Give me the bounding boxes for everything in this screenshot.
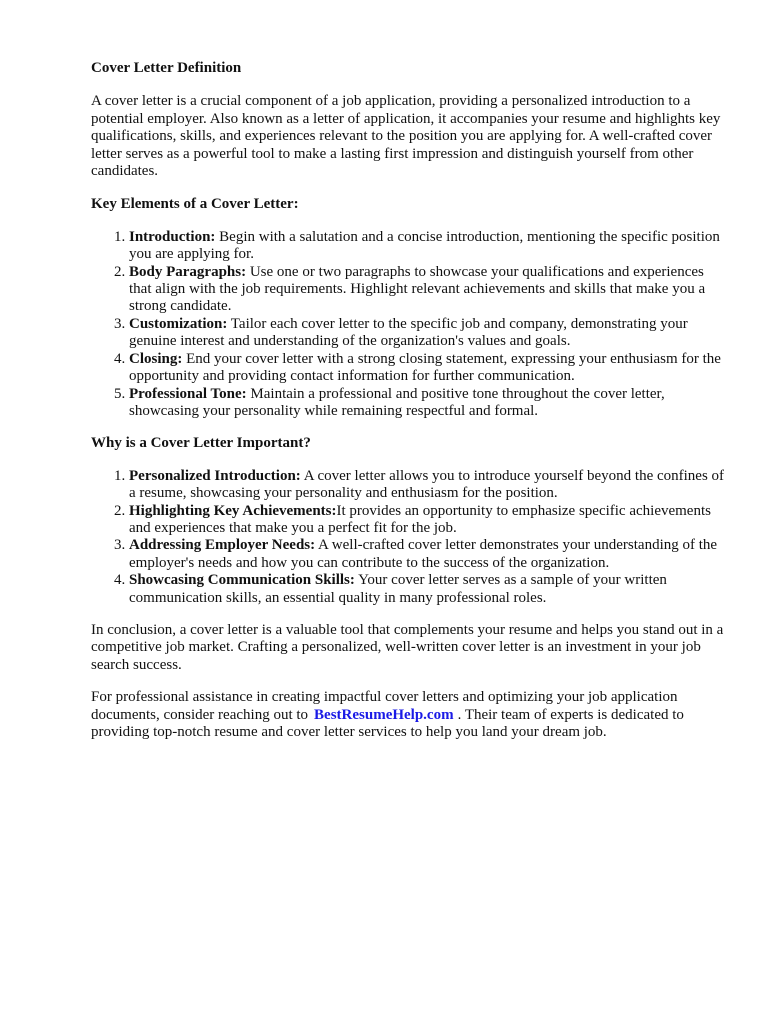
key-elements-heading: Key Elements of a Cover Letter: <box>91 196 299 213</box>
list-item <box>129 316 728 351</box>
list-item-text: A cover letter allows you to introduce yourself beyond the confines of a resume, showcasing your personality and enthusiasm for the position. <box>129 467 725 502</box>
list-item-term: Closing: <box>129 350 183 367</box>
bestresumehelp-link[interactable]: BestResumeHelp.com <box>314 706 454 723</box>
closing-paragraph <box>91 689 728 741</box>
list-item-text: A well-crafted cover letter demonstrates your understanding of the employer's needs and how you can contribute to the success of the organization. <box>129 537 718 571</box>
key-elements-list <box>91 229 728 420</box>
list-item <box>129 537 728 572</box>
list-item <box>129 264 728 316</box>
list-item-text: Maintain a professional and positive tone throughout the cover letter, showcasing your personality while remaining respectful and formal. <box>129 385 665 419</box>
list-item <box>129 386 728 421</box>
list-item <box>129 503 728 538</box>
list-item-text: It provides an opportunity to emphasize specific achievements and experiences that make you a perfect fit for the job. <box>129 502 711 536</box>
list-item-text: End your cover letter with a strong closing statement, expressing your enthusiasm for the opportunity and providing contact information for further communication. <box>129 350 721 385</box>
list-item <box>129 351 728 386</box>
page-title: Cover Letter Definition <box>91 60 242 76</box>
list-item <box>129 229 728 264</box>
closing-text-after-link: . Their team of experts is dedicated to providing top-notch resume and cover letter services to help you land your dream job. <box>91 706 684 740</box>
list-item-term: Personalized Introduction: <box>129 467 301 484</box>
closing-text-before-link: For professional assistance in creating impactful cover letters and optimizing your job application documents, consider reaching out to <box>91 689 678 723</box>
list-item-term: Addressing Employer Needs: <box>129 537 316 554</box>
list-item-term: Body Paragraphs: <box>129 263 247 280</box>
list-item-term: Introduction: <box>129 228 216 245</box>
list-item-text: Your cover letter serves as a sample of your written communication skills, an essential quality in many professional roles. <box>129 572 667 606</box>
importance-list <box>91 468 728 607</box>
list-item-text: Use one or two paragraphs to showcase your qualifications and experiences that align with the job requirements. Highlight relevant achievements and skills that make you a strong candidate. <box>129 263 706 315</box>
list-item-text: Tailor each cover letter to the specific job and company, demonstrating your genuine interest and understanding of the organization's values and goals. <box>129 315 688 350</box>
intro-paragraph: A cover letter is a crucial component of a job application, providing a personalized introduction to a potential employer. Also known as a letter of application, it accompanies your resume and highlights key qualifications, skills, and experiences relevant to the position you are applying for. A well-crafted cover letter serves as a powerful tool to make a lasting first impression and distinguish yourself from other candidates. <box>91 93 721 180</box>
importance-heading: Why is a Cover Letter Important? <box>91 435 311 452</box>
list-item-term: Highlighting Key Achievements: <box>129 502 337 519</box>
list-item-term: Professional Tone: <box>129 385 247 402</box>
conclusion-paragraph: In conclusion, a cover letter is a valuable tool that complements your resume and helps you stand out in a competitive job market. Crafting a personalized, well-written cover letter is an investment in your job search success. <box>91 621 724 673</box>
list-item-text: Begin with a salutation and a concise introduction, mentioning the specific position you are applying for. <box>129 228 720 263</box>
list-item <box>129 468 728 503</box>
list-item-term: Showcasing Communication Skills: <box>129 572 355 589</box>
list-item <box>129 572 728 607</box>
list-item-term: Customization: <box>129 315 228 332</box>
